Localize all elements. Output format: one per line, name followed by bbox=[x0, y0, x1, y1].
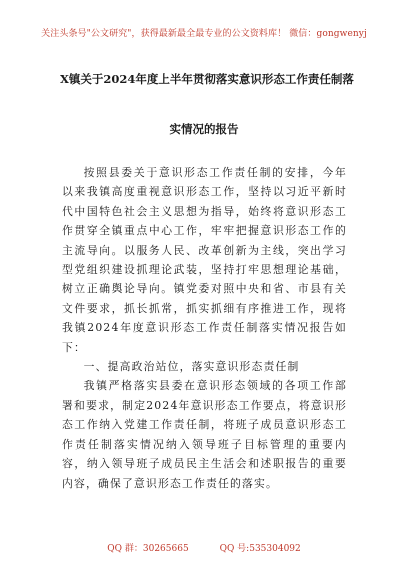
section-1-paragraph: 我镇严格落实县委在意识形态领域的各项工作部署和要求，制定2024年意识形态工作要点，将意识形态工作纳入党建工作责任制，将班子成员意识形态工作责任制落实情况纳入领导班子目标管理的重要内容，纳入领导班子成员民主生活会和述职报告的重要内容，确保了意识形态工作责任的落实。 bbox=[62, 379, 347, 490]
report-body bbox=[62, 163, 347, 493]
intro-paragraph: 按照县委关于意识形态工作责任制的安排，今年以来我镇高度重视意识形态工作，坚持以习近平新时代中国特色社会主义思想为指导，始终将意识形态工作贯穿全镇重点中心工作，牢牢把握意识形态工作的主流导向。以服务人民、改革创新为主线，突出学习型党组织建设抓理论武装，坚持打牢思想理论基础，树立正确舆论导向。镇党委对照中央和省、市县有关文件要求，抓长抓常，抓实抓细有序推进工作，现将我镇2024年度意识形态工作责任制落实情况报告如下： bbox=[62, 166, 347, 354]
report-title-line-2: 实情况的报告 bbox=[169, 122, 239, 136]
footer-contact bbox=[0, 541, 408, 554]
footer-qq-number: QQ 号:535304092 bbox=[219, 544, 301, 554]
report-title-line-1: X镇关于2024年度上半年贯彻落实意识形态工作责任制落 bbox=[60, 72, 354, 86]
header-promo-note: 关注头条号"公文研究"，获得最新最全最专业的公文资料库！ 微信：gongwenyj bbox=[41, 29, 367, 39]
section-heading-1: 一、提高政治站位，落实意识形态责任制 bbox=[83, 360, 300, 374]
footer-qq-group: QQ 群：30265665 bbox=[107, 544, 189, 554]
